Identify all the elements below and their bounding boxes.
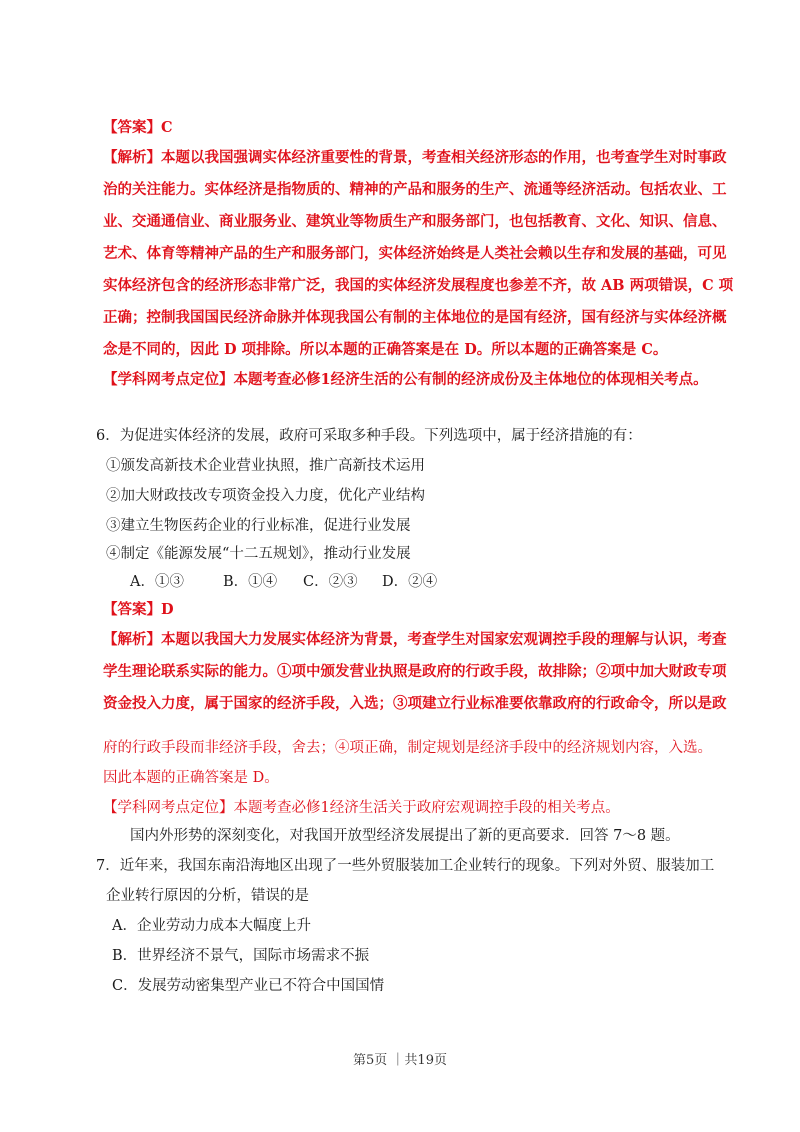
analysis-line: 治的关注能力。实体经济是指物质的、精神的产品和服务的生产、流通等经济活动。包括农业、工 [103, 181, 727, 198]
analysis-line: 【解析】本题以我国大力发展实体经济为背景，考查学生对国家宏观调控手段的理解与认识，考查 [103, 631, 727, 648]
question-6-item: ④制定《能源发展“十二五规划》，推动行业发展 [106, 546, 411, 562]
page-footer: 第5页 ｜共19页 [353, 1053, 447, 1068]
analysis-line: 念是不同的，因此 D 项排除。所以本题的正确答案是在 D。所以本题的正确答案是 C。 [103, 341, 668, 358]
question-7-option-a: A．企业劳动力成本大幅度上升 [112, 918, 311, 934]
analysis-line: 【解析】本题以我国强调实体经济重要性的背景，考查相关经济形态的作用，也考查学生对时事政 [103, 149, 727, 166]
analysis-line: 业、交通通信业、商业服务业、建筑业等物质生产和服务部门，也包括教育、文化、知识、信息、 [103, 213, 727, 230]
analysis-line: 学生理论联系实际的能力。①项中颁发营业执照是政府的行政手段，故排除；②项中加大财政专项 [103, 663, 727, 680]
question-7-stem: 企业转行原因的分析，错误的是 [106, 888, 309, 904]
kaodian-label-1: 【学科网考点定位】本题考查必修1经济生活的公有制的经济成份及主体地位的体现相关考点。 [103, 371, 708, 388]
question-7-option-c: C．发展劳动密集型产业已不符合中国国情 [112, 978, 385, 994]
question-6-item: ①颁发高新技术企业营业执照，推广高新技术运用 [106, 458, 425, 474]
question-6-item: ②加大财政技改专项资金投入力度，优化产业结构 [106, 488, 425, 504]
analysis-line: 资金投入力度，属于国家的经济手段，入选；③项建立行业标准要依靠政府的行政命令，所以是政 [103, 695, 727, 712]
analysis-line: 府的行政手段而非经济手段，舍去；④项正确，制定规划是经济手段中的经济规划内容，入选。 [103, 740, 712, 756]
question-7-stem: 7．近年来，我国东南沿海地区出现了一些外贸服装加工企业转行的现象。下列对外贸、服装加工 [96, 858, 715, 874]
analysis-line: 艺术、体育等精神产品的生产和服务部门，实体经济始终是人类社会赖以生存和发展的基础，可见 [103, 245, 727, 262]
answer-label-2: 【答案】D [103, 601, 174, 618]
question-6-item: ③建立生物医药企业的行业标准，促进行业发展 [106, 518, 411, 534]
analysis-line: 因此本题的正确答案是 D。 [103, 770, 279, 786]
analysis-line: 实体经济包含的经济形态非常广泛，我国的实体经济发展程度也参差不齐，故 AB 两项错误，C 项 [103, 277, 734, 294]
analysis-line: 正确；控制我国国民经济命脉并体现我国公有制的主体地位的是国有经济，国有经济与实体经济概 [103, 309, 727, 326]
question-6-stem: 6．为促进实体经济的发展，政府可采取多种手段。下列选项中，属于经济措施的有： [96, 428, 642, 444]
question-6-option-a: A．①③ [130, 574, 184, 590]
answer-label-1: 【答案】C [103, 119, 173, 136]
question-6-option-d: D．②④ [382, 574, 438, 590]
question-6-option-b: B．①④ [223, 574, 278, 590]
kaodian-label-2: 【学科网考点定位】本题考查必修1经济生活关于政府宏观调控手段的相关考点。 [103, 800, 620, 816]
question-7-option-b: B．世界经济不景气，国际市场需求不振 [112, 948, 370, 964]
section-intro: 国内外形势的深刻变化，对我国开放型经济发展提出了新的更高要求．回答 7～8 题。 [130, 828, 680, 844]
question-6-option-c: C．②③ [303, 574, 358, 590]
